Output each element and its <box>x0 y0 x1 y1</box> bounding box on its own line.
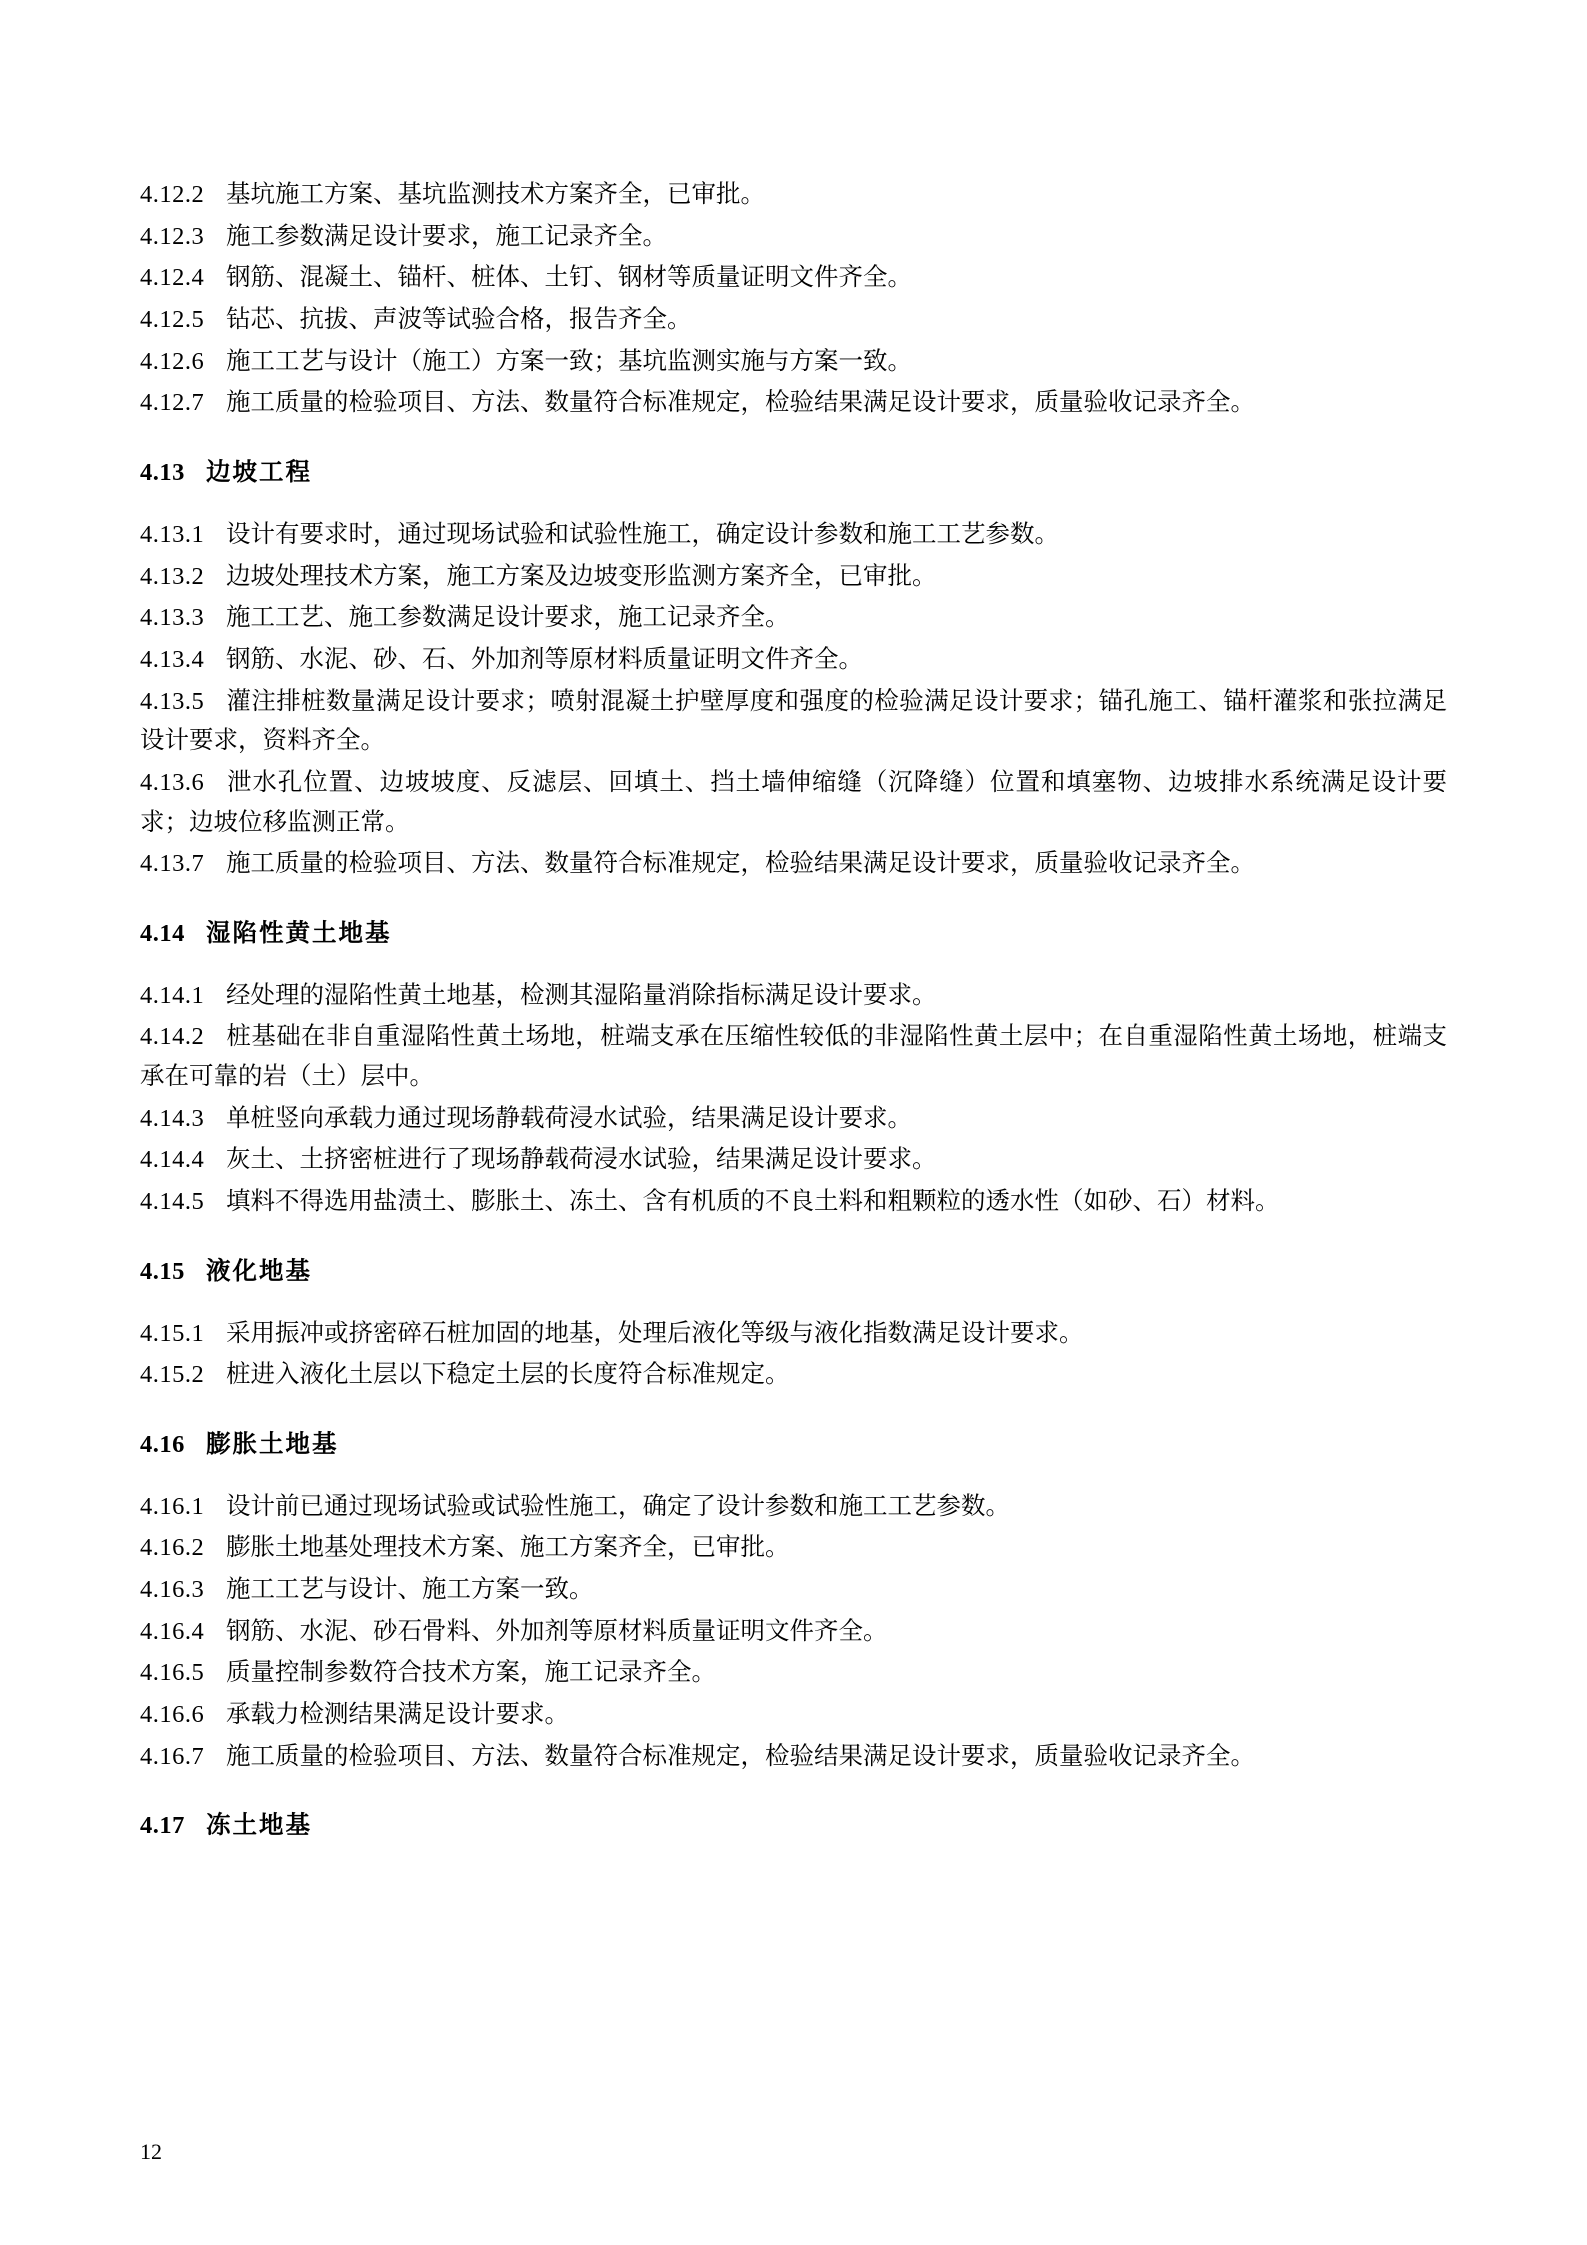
clause-text: 承载力检测结果满足设计要求。 <box>226 1701 569 1728</box>
clause-number: 4.15.1 <box>140 1319 205 1347</box>
clause-number: 4.12.7 <box>140 389 205 417</box>
clause-text: 设计前已通过现场试验或试验性施工，确定了设计参数和施工工艺参数。 <box>226 1492 1010 1520</box>
clause <box>140 844 1447 884</box>
clause <box>140 1528 1447 1568</box>
clause-number: 4.13.1 <box>140 520 205 548</box>
clause-text: 桩进入液化土层以下稳定土层的长度符合标准规定。 <box>226 1361 790 1389</box>
section-number: 4.17 <box>140 1812 185 1840</box>
clause-text: 基坑施工方案、基坑监测技术方案齐全，已审批。 <box>226 181 765 208</box>
clause-number: 4.12.3 <box>140 222 205 250</box>
clause-text: 施工质量的检验项目、方法、数量符合标准规定，检验结果满足设计要求，质量验收记录齐全。 <box>226 850 1255 878</box>
clause-number: 4.12.6 <box>140 347 205 375</box>
page-number: 12 <box>140 2139 162 2164</box>
clause-number: 4.12.5 <box>140 306 205 334</box>
clause <box>140 383 1447 423</box>
clause <box>140 1612 1447 1652</box>
clause-text: 桩基础在非自重湿陷性黄土场地，桩端支承在压缩性较低的非湿陷性黄土层中；在自重湿陷性黄土场地，桩端支承在可靠的岩（土）层中。 <box>140 1023 1447 1091</box>
clause-number: 4.13.5 <box>140 687 205 715</box>
section-title: 冻土地基 <box>206 1812 312 1840</box>
clause-text: 填料不得选用盐渍土、膨胀土、冻土、含有机质的不良土料和粗颗粒的透水性（如砂、石）材料。 <box>226 1188 1280 1216</box>
section-number: 4.13 <box>140 459 185 487</box>
clause <box>140 1570 1447 1610</box>
clause <box>140 1695 1447 1735</box>
clause-text: 灌注排桩数量满足设计要求；喷射混凝土护壁厚度和强度的检验满足设计要求；锚孔施工、锚杆灌浆和张拉满足设计要求，资料齐全。 <box>140 687 1447 755</box>
clause <box>140 976 1447 1016</box>
clause-text: 钢筋、水泥、砂、石、外加剂等原材料质量证明文件齐全。 <box>226 645 863 673</box>
clause-text: 施工工艺、施工参数满足设计要求，施工记录齐全。 <box>226 604 790 632</box>
clause-number: 4.16.6 <box>140 1701 205 1728</box>
section-title: 液化地基 <box>206 1257 312 1285</box>
section-heading <box>140 453 1447 493</box>
clause-number: 4.16.1 <box>140 1492 205 1520</box>
clause-text: 采用振冲或挤密碎石桩加固的地基，处理后液化等级与液化指数满足设计要求。 <box>226 1319 1084 1347</box>
clause-number: 4.14.3 <box>140 1104 205 1132</box>
clause-text: 单桩竖向承载力通过现场静载荷浸水试验，结果满足设计要求。 <box>226 1104 912 1132</box>
clause-text: 钢筋、水泥、砂石骨料、外加剂等原材料质量证明文件齐全。 <box>226 1617 888 1645</box>
clause <box>140 1487 1447 1527</box>
clause <box>140 557 1447 597</box>
section-number: 4.15 <box>140 1257 185 1285</box>
clause-number: 4.16.7 <box>140 1742 205 1770</box>
clause <box>140 300 1447 340</box>
clause <box>140 1737 1447 1777</box>
clause-number: 4.14.5 <box>140 1188 205 1216</box>
clause-number: 4.12.4 <box>140 264 205 292</box>
clause <box>140 175 1447 215</box>
clause-number: 4.13.7 <box>140 850 205 878</box>
clause-text: 施工质量的检验项目、方法、数量符合标准规定，检验结果满足设计要求，质量验收记录齐全。 <box>226 389 1255 417</box>
clause-number: 4.13.4 <box>140 645 205 673</box>
clause-number: 4.16.3 <box>140 1575 205 1603</box>
clause-text: 施工工艺与设计、施工方案一致。 <box>226 1575 594 1603</box>
clause-group <box>140 175 1447 423</box>
clause <box>140 1314 1447 1354</box>
clause-number: 4.16.5 <box>140 1659 205 1687</box>
clause-text: 质量控制参数符合技术方案，施工记录齐全。 <box>226 1659 716 1687</box>
clause <box>140 1355 1447 1395</box>
clause-text: 设计有要求时，通过现场试验和试验性施工，确定设计参数和施工工艺参数。 <box>226 520 1059 548</box>
section-heading <box>140 914 1447 954</box>
clause-text: 施工质量的检验项目、方法、数量符合标准规定，检验结果满足设计要求，质量验收记录齐全。 <box>226 1742 1255 1770</box>
clause-text: 经处理的湿陷性黄土地基，检测其湿陷量消除指标满足设计要求。 <box>226 981 937 1009</box>
clause <box>140 1099 1447 1139</box>
section-title: 湿陷性黄土地基 <box>206 920 392 947</box>
clause <box>140 217 1447 257</box>
clause-number: 4.13.6 <box>140 768 205 796</box>
clause <box>140 1140 1447 1180</box>
section-title: 边坡工程 <box>206 459 312 487</box>
document-body <box>140 175 1447 1846</box>
clause-number: 4.13.3 <box>140 604 205 632</box>
clause-number: 4.14.1 <box>140 981 205 1009</box>
clause <box>140 763 1447 842</box>
clause-text: 边坡处理技术方案，施工方案及边坡变形监测方案齐全，已审批。 <box>226 562 937 590</box>
clause <box>140 1182 1447 1222</box>
clause <box>140 1017 1447 1096</box>
clause-text: 灰土、土挤密桩进行了现场静载荷浸水试验，结果满足设计要求。 <box>226 1146 937 1174</box>
clause-text: 钢筋、混凝土、锚杆、桩体、土钉、钢材等质量证明文件齐全。 <box>226 264 912 292</box>
clause-text: 泄水孔位置、边坡坡度、反滤层、回填土、挡土墙伸缩缝（沉降缝）位置和填塞物、边坡排水系统满足设计要求；边坡位移监测正常。 <box>140 768 1447 836</box>
clause-number: 4.16.2 <box>140 1534 205 1562</box>
section-number: 4.16 <box>140 1430 185 1458</box>
section-title: 膨胀土地基 <box>206 1430 339 1458</box>
section-heading <box>140 1425 1447 1465</box>
clause-group <box>140 1487 1447 1777</box>
clause <box>140 515 1447 555</box>
clause <box>140 598 1447 638</box>
section-heading <box>140 1252 1447 1292</box>
clause-group <box>140 515 1447 884</box>
clause <box>140 682 1447 761</box>
clause-number: 4.16.4 <box>140 1617 205 1645</box>
clause <box>140 640 1447 680</box>
clause-text: 施工工艺与设计（施工）方案一致；基坑监测实施与方案一致。 <box>226 347 912 375</box>
clause <box>140 258 1447 298</box>
clause-group <box>140 1314 1447 1395</box>
clause-text: 施工参数满足设计要求，施工记录齐全。 <box>226 222 667 250</box>
clause-number: 4.12.2 <box>140 181 205 208</box>
clause-number: 4.14.2 <box>140 1023 205 1051</box>
clause-number: 4.14.4 <box>140 1146 205 1174</box>
clause-text: 钻芯、抗拔、声波等试验合格，报告齐全。 <box>226 306 692 334</box>
clause <box>140 342 1447 382</box>
clause-group <box>140 976 1447 1222</box>
clause <box>140 1653 1447 1693</box>
section-number: 4.14 <box>140 920 185 947</box>
section-heading <box>140 1806 1447 1846</box>
clause-number: 4.15.2 <box>140 1361 205 1389</box>
clause-number: 4.13.2 <box>140 562 205 590</box>
clause-text: 膨胀土地基处理技术方案、施工方案齐全，已审批。 <box>226 1534 790 1562</box>
